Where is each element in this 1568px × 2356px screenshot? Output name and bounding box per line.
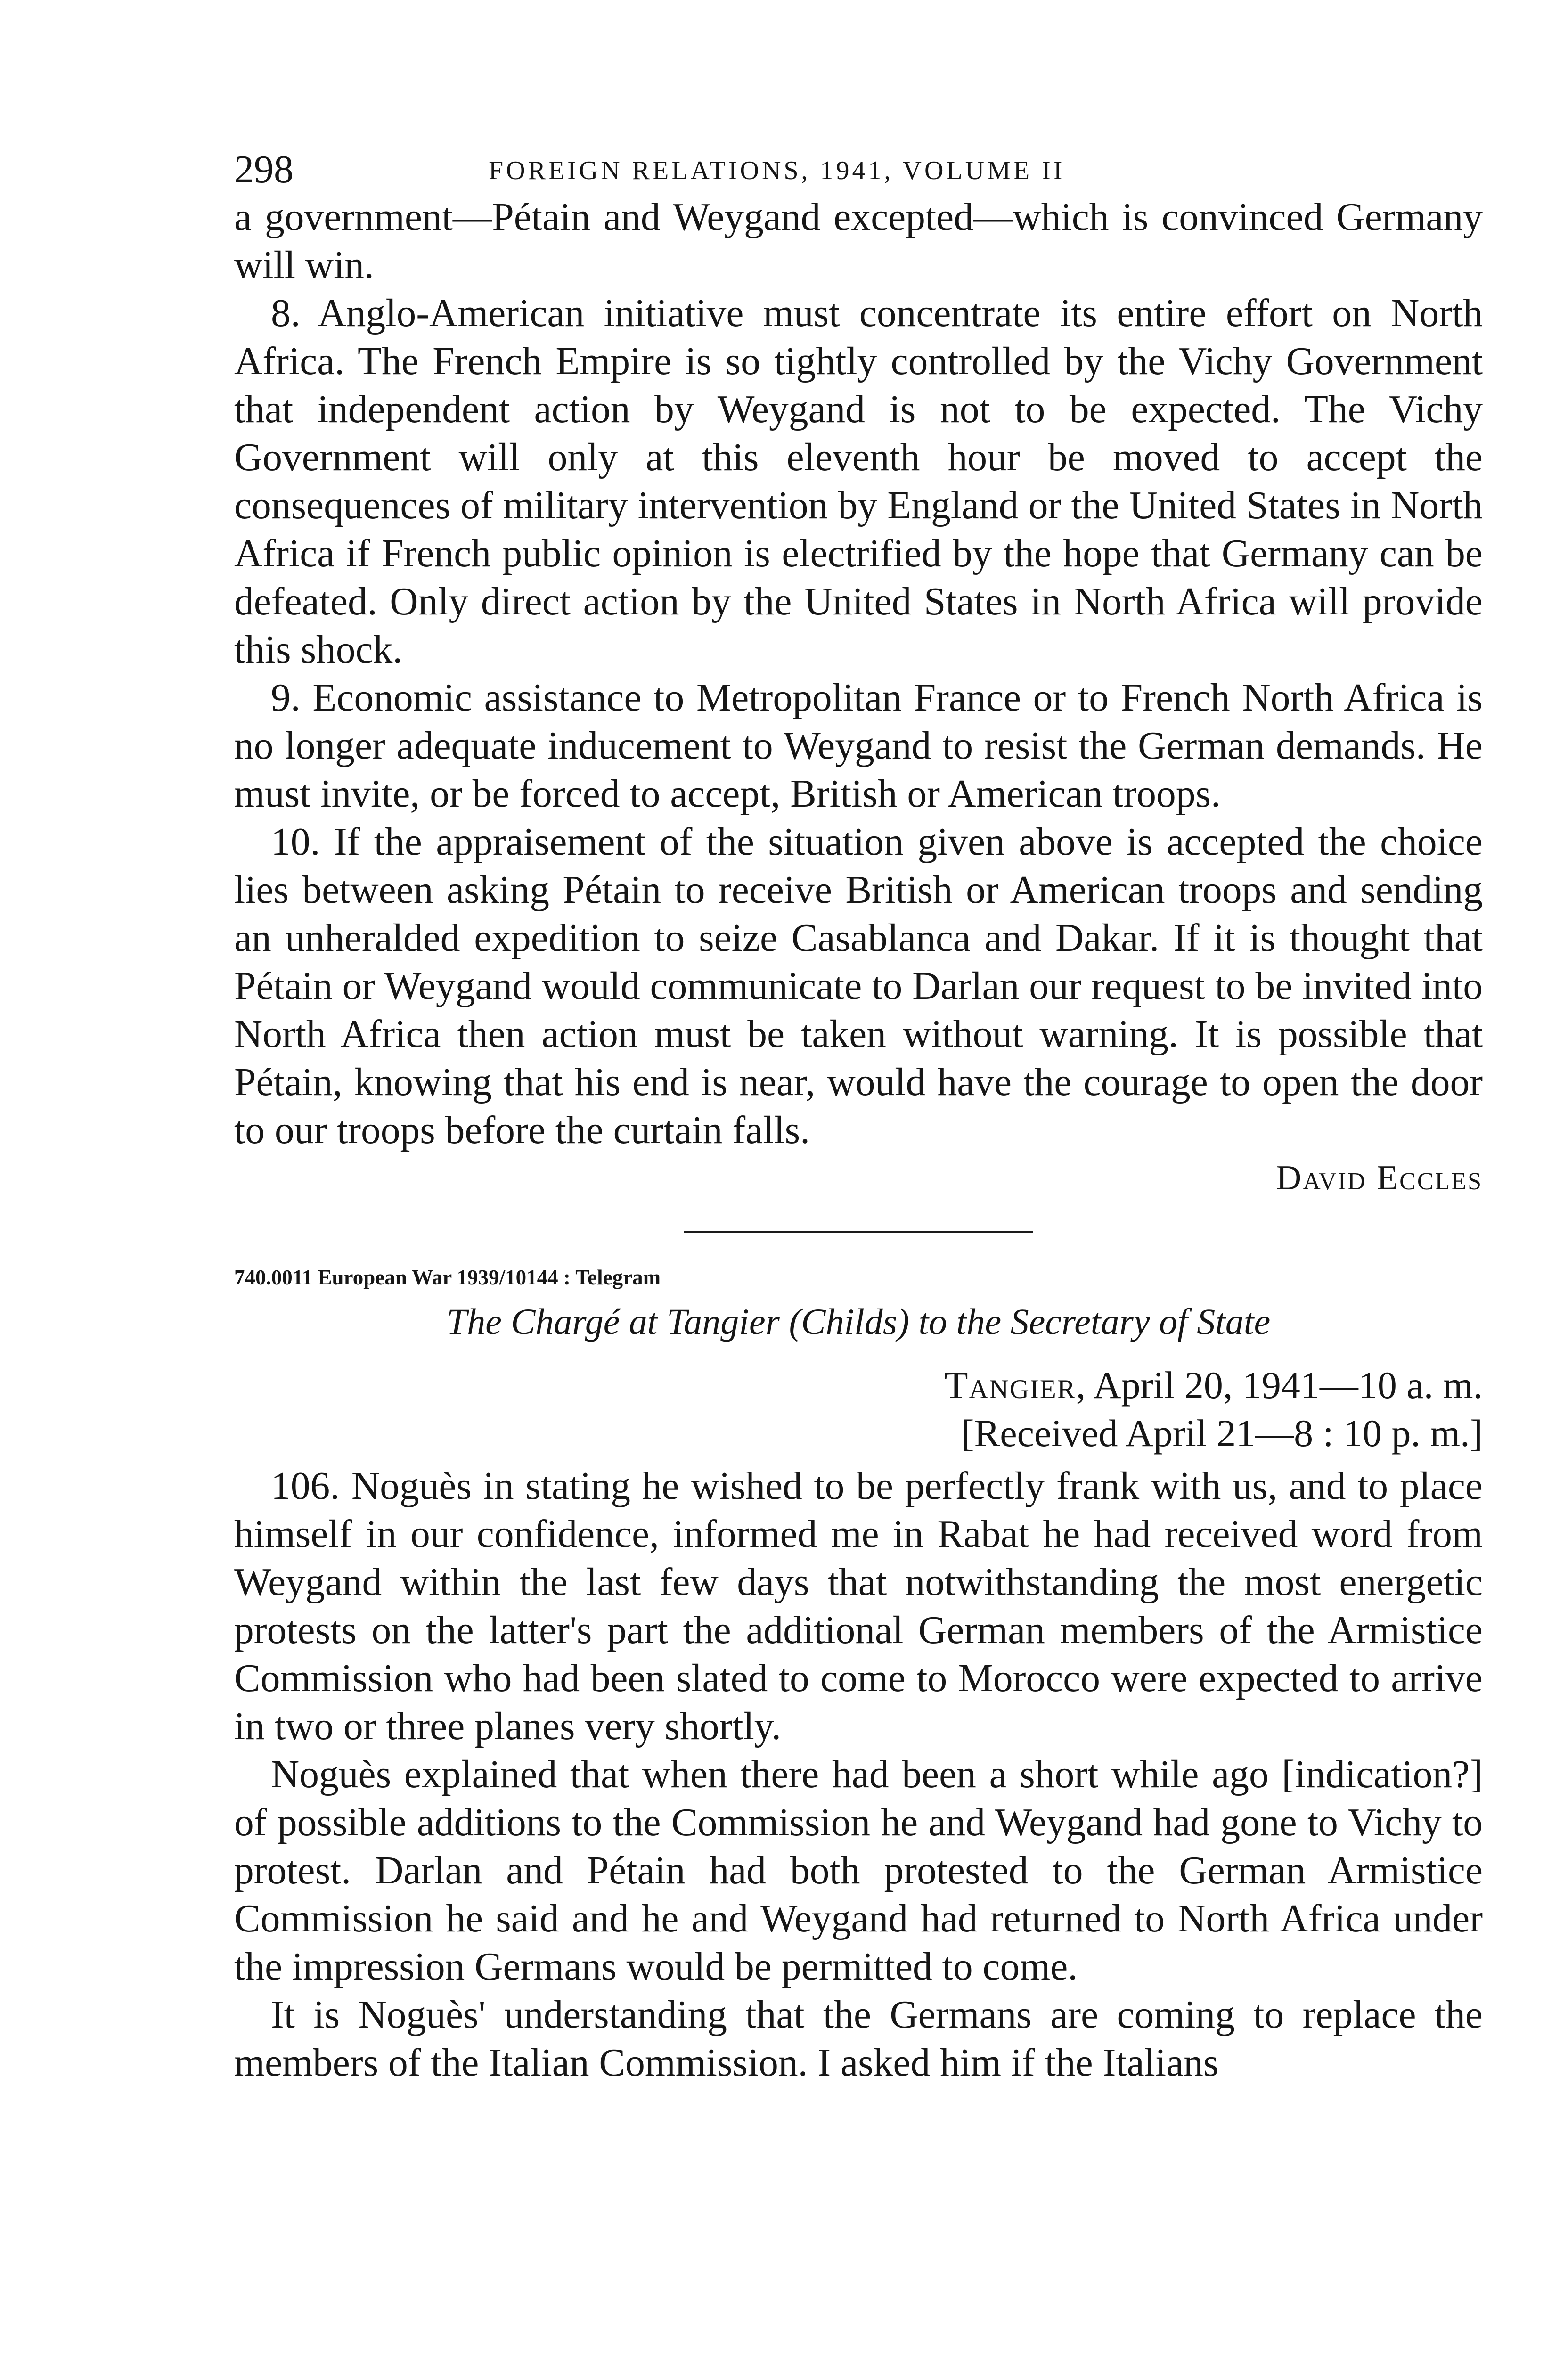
dateline-place: Tangier xyxy=(944,1364,1076,1407)
telegram-paragraph-2: Noguès explained that when there had been a short while ago [indication?] of possible additions to the Commission he and Weygand had gone to Vichy to protest. Darlan and Pétain had both protested to the German Armistice Commission he said and he and Weygand had returned to North Africa under the impression Germans would be permitted to come. xyxy=(234,1753,1483,1988)
memo-body xyxy=(234,193,1483,1154)
running-header xyxy=(234,141,1483,193)
document-page xyxy=(234,141,1483,2087)
dateline-date: , April 20, 1941—10 a. m. xyxy=(1076,1364,1483,1407)
page-number: 298 xyxy=(234,147,294,191)
dateline-sent xyxy=(944,1361,1483,1409)
continuation-paragraph: a government—Pétain and Weygand excepted—which is convinced Germany will win. xyxy=(234,196,1483,287)
dateline-received: [Received April 21—8 : 10 p. m.] xyxy=(961,1412,1483,1455)
document-title: The Chargé at Tangier (Childs) to the Secretary of State xyxy=(446,1301,1271,1342)
paragraph-8: 8. Anglo-American initiative must concentrate its entire effort on North Africa. The French Empire is so tightly controlled by the Vichy Government that independent action by Weygand is not to be expected. The Vichy Government will only at this eleventh hour be moved to accept the consequences of military intervention by England or the United States in North Africa if French public opinion is electrified by the hope that Germany can be defeated. Only direct action by the United States in North Africa will provide this shock. xyxy=(234,292,1483,671)
telegram-paragraph-3: It is Noguès' understanding that the Germans are coming to replace the members of the Italian Commission. I asked him if the Italians xyxy=(234,1993,1483,2085)
signature: David Eccles xyxy=(1276,1159,1483,1197)
telegram-body xyxy=(234,1462,1483,2087)
paragraph-9: 9. Economic assistance to Metropolitan France or to French North Africa is no longer adequate inducement to Weygand to resist the German demands. He must invite, or be forced to accept, British or American troops. xyxy=(234,676,1483,816)
paragraph-10: 10. If the appraisement of the situation given above is accepted the choice lies between asking Pétain to receive British or American troops and sending an unheralded expedition to seize Casablanca and Dakar. If it is thought that Pétain or Weygand would communicate to Darlan our request to be invited into North Africa then action must be taken without warning. It is possible that Pétain, knowing that his end is near, would have the courage to open the door to our troops before the curtain falls. xyxy=(234,820,1483,1152)
dateline xyxy=(234,1361,1483,1457)
file-reference: 740.0011 European War 1939/10144 : Telegram xyxy=(234,1266,661,1289)
section-divider xyxy=(684,1231,1033,1233)
running-title: FOREIGN RELATIONS, 1941, VOLUME II xyxy=(489,156,1065,185)
telegram-paragraph-106: 106. Noguès in stating he wished to be perfectly frank with us, and to place himself in our confidence, informed me in Rabat he had received word from Weygand within the last few days that notwithstanding the most energetic protests on the latter's part the additional German members of the Armistice Commission who had been slated to come to Morocco were expected to arrive in two or three planes very shortly. xyxy=(234,1464,1483,1748)
